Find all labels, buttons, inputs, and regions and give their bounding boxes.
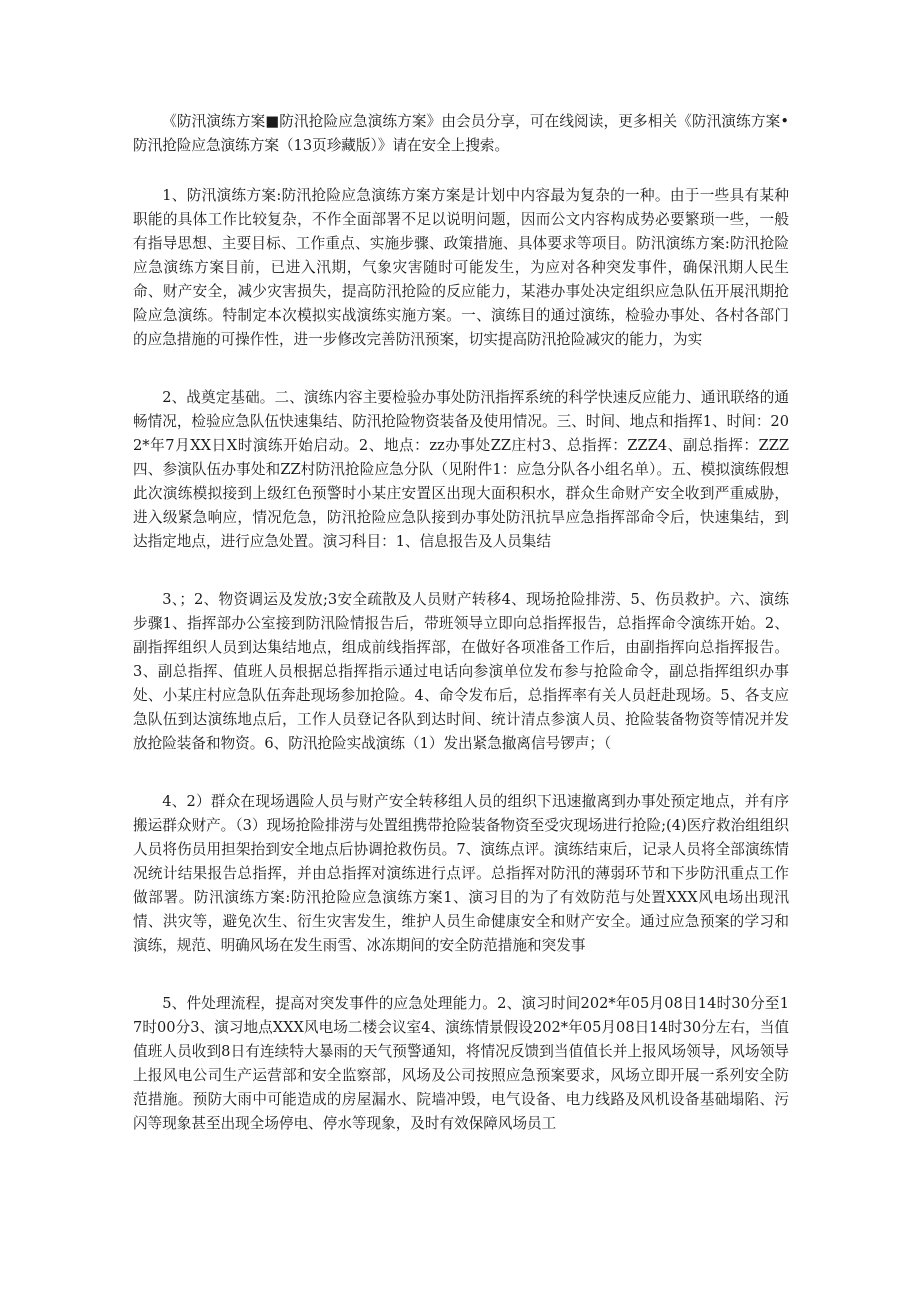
section-5-paragraph: 5、件处理流程，提高对突发事件的应急处理能力。2、演习时间202*年05月08日14时30分至17时00分3、演习地点XXX风电场二楼会议室4、演练情景假设202*年05月08日14时30分左右，当值值班人员收到8日有连续特大暴雨的天气预警通知，将情况反馈到当值值长并上报风场领导，风场领导上报风电公司生产运营部和安全监察部，风场及公司按照应急预案要求，风场立即开展一系列安全防范措施。预防大雨中可能造成的房屋漏水、院墙冲毁，电气设备、电力线路及风机设备基础塌陷、污闪等现象甚至出现全场停电、停水等现象，及时有效保障风场员工 (133, 995, 789, 1132)
section-4-paragraph: 4、2）群众在现场遇险人员与财产安全转移组人员的组织下迅速撤离到办事处预定地点，并有序搬运群众财产。（3）现场抢险排涝与处置组携带抢险装备物资至受灾现场进行抢险;(4)医疗救治组组织人员将伤员用担架抬到安全地点后协调抢救伤员。7、演练点评。演练结束后，记录人员将全部演练情况统计结果报告总指挥，并由总指挥对演练进行点评。总指挥对防汛的薄弱环节和下步防汛重点工作做部署。防汛演练方案:防汛抢险应急演练方案1、演习目的为了有效防范与处置XXX风电场出现汛情、洪灾等，避免次生、衍生灾害发生，维护人员生命健康安全和财产安全。通过应急预案的学习和演练，规范、明确风场在发生雨雪、冰冻期间的安全防范措施和突发事 (133, 793, 789, 954)
document-body (133, 110, 789, 1136)
section-3-paragraph: 3、；2、物资调运及发放;3安全疏散及人员财产转移4、现场抢险排涝、5、伤员救护。六、演练步骤1、指挥部办公室接到防汛险情报告后，带班领导立即向总指挥报告，总指挥命令演练开始。2、副指挥组织人员到达集结地点，组成前线指挥部，在做好各项准备工作后，由副指挥向总指挥报告。3、副总指挥、值班人员根据总指挥指示通过电话向参演单位发布参与抢险命令，副总指挥组织办事处、小某庄村应急队伍奔赴现场参加抢险。4、命令发布后，总指挥率有关人员赶赴现场。5、各支应急队伍到达演练地点后，工作人员登记各队到达时间、统计清点参演人员、抢险装备物资等情况并发放抢险装备和物资。6、防汛抢险实战演练（1）发出紧急撤离信号锣声；（ (133, 591, 789, 752)
intro-paragraph: 《防汛演练方案■防汛抢险应急演练方案》由会员分享，可在线阅读，更多相关《防汛演练方案•防汛抢险应急演练方案（13页珍藏版）》请在安全上搜索。 (133, 113, 789, 154)
section-1-paragraph: 1、防汛演练方案:防汛抢险应急演练方案方案是计划中内容最为复杂的一种。由于一些具有某种职能的具体工作比较复杂，不作全面部署不足以说明问题，因而公文内容构成势必要繁琐一些，一般有指导思想、主要目标、工作重点、实施步骤、政策措施、具体要求等项目。防汛演练方案:防汛抢险应急演练方案目前，已进入汛期，气象灾害随时可能发生，为应对各种突发事件，确保汛期人民生命、财产安全，减少灾害损失，提高防汛抢险的反应能力，某港办事处决定组织应急队伍开展汛期抢险应急演练。特制定本次模拟实战演练实施方案。一、演练目的通过演练，检验办事处、各村各部门的应急措施的可操作性，进一步修改完善防汛预案，切实提高防汛抢险减灾的能力，为实 (133, 187, 789, 348)
section-2-paragraph: 2、战奠定基础。二、演练内容主要检验办事处防汛指挥系统的科学快速反应能力、通讯联络的通畅情况，检验应急队伍快速集结、防汛抢险物资装备及使用情况。三、时间、地点和指挥1、时间：202*年7月XX日X时演练开始启动。2、地点：zz办事处ZZ庄村3、总指挥：ZZZ4、副总指挥：ZZZ四、参演队伍办事处和ZZ村防汛抢险应急分队（见附件1：应急分队各小组名单）。五、模拟演练假想此次演练模拟接到上级红色预警时小某庄安置区出现大面积积水，群众生命财产安全收到严重威胁，进入级紧急响应，情况危急，防汛抢险应急队接到办事处防汛抗旱应急指挥部命令后，快速集结，到达指定地点，进行应急处置。演习科目：1、信息报告及人员集结 (133, 389, 789, 550)
